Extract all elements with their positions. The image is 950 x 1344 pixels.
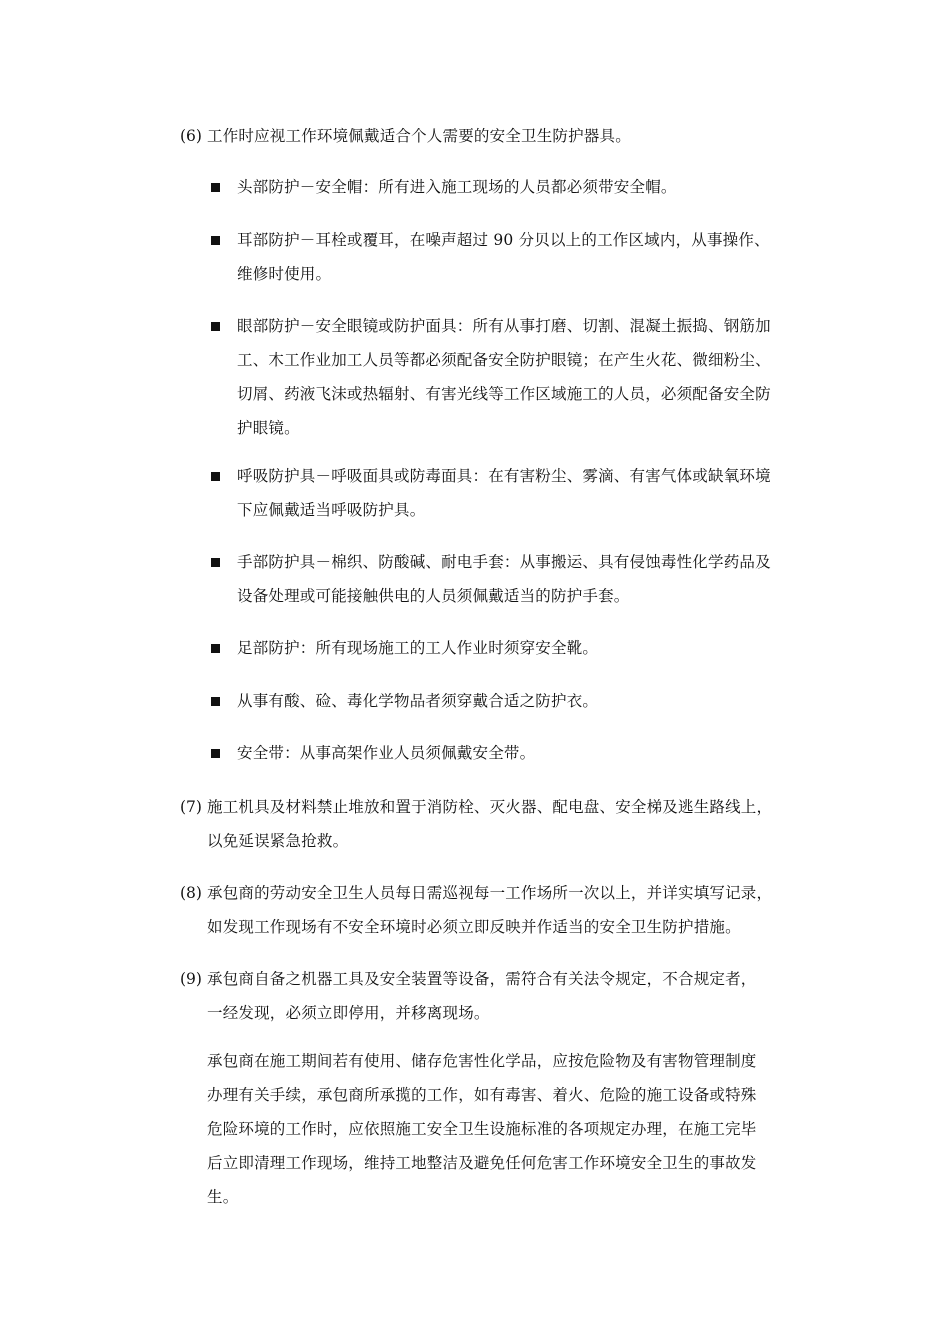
- paragraph-text-line: 后立即清理工作现场，维持工地整洁及避免任何危害工作环境安全卫生的事故发: [207, 1154, 757, 1172]
- bullet-text-line: 耳部防护－耳栓或覆耳，在噪声超过 90 分贝以上的工作区域内，从事操作、: [237, 231, 770, 249]
- bullet-text-line: 眼部防护－安全眼镜或防护面具：所有从事打磨、切割、混凝土振捣、钢筋加: [237, 317, 771, 335]
- bullet-text-line: 护眼镜。: [237, 419, 300, 437]
- bullet-square-icon: [211, 697, 220, 706]
- bullet-square-icon: [211, 749, 220, 758]
- item-number: (7): [180, 798, 202, 816]
- item-text-line: 工作时应视工作环境佩戴适合个人需要的安全卫生防护器具。: [207, 127, 631, 145]
- bullet-text-line: 切屑、药液飞沫或热辐射、有害光线等工作区域施工的人员，必须配备安全防: [237, 385, 771, 403]
- bullet-square-icon: [211, 183, 220, 192]
- bullet-square-icon: [211, 558, 220, 567]
- bullet-text-line: 下应佩戴适当呼吸防护具。: [237, 501, 426, 519]
- paragraph-text-line: 办理有关手续，承包商所承揽的工作，如有毒害、着火、危险的施工设备或特殊: [207, 1086, 757, 1104]
- bullet-text-line: 安全带：从事高架作业人员须佩戴安全带。: [237, 744, 536, 762]
- bullet-text-line: 头部防护－安全帽：所有进入施工现场的人员都必须带安全帽。: [237, 178, 677, 196]
- bullet-text-line: 工、木工作业加工人员等都必须配备安全防护眼镜；在产生火花、微细粉尘、: [237, 351, 771, 369]
- bullet-text-line: 呼吸防护具－呼吸面具或防毒面具：在有害粉尘、雾滴、有害气体或缺氧环境: [237, 467, 771, 485]
- item-number: (8): [180, 884, 202, 902]
- bullet-text-line: 从事有酸、硷、毒化学物品者须穿戴合适之防护衣。: [237, 692, 599, 710]
- item-number: (9): [180, 970, 202, 988]
- paragraph-text-line: 危险环境的工作时，应依照施工安全卫生设施标准的各项规定办理，在施工完毕: [207, 1120, 757, 1138]
- bullet-square-icon: [211, 644, 220, 653]
- item-text-line: 如发现工作现场有不安全环境时必须立即反映并作适当的安全卫生防护措施。: [207, 918, 741, 936]
- bullet-text-line: 设备处理或可能接触供电的人员须佩戴适当的防护手套。: [237, 587, 630, 605]
- item-text-line: 承包商的劳动安全卫生人员每日需巡视每一工作场所一次以上，并详实填写记录，: [207, 884, 773, 902]
- item-number: (6): [180, 127, 202, 145]
- item-text-line: 承包商自备之机器工具及安全装置等设备，需符合有关法令规定，不合规定者，: [207, 970, 757, 988]
- paragraph-text-line: 承包商在施工期间若有使用、储存危害性化学品，应按危险物及有害物管理制度: [207, 1052, 757, 1070]
- bullet-text-line: 维修时使用。: [237, 265, 332, 283]
- paragraph-text-line: 生。: [207, 1188, 239, 1206]
- bullet-square-icon: [211, 322, 220, 331]
- bullet-square-icon: [211, 236, 220, 245]
- bullet-square-icon: [211, 472, 220, 481]
- item-text-line: 施工机具及材料禁止堆放和置于消防栓、灭火器、配电盘、安全梯及逃生路线上，: [207, 798, 773, 816]
- bullet-text-line: 足部防护：所有现场施工的工人作业时须穿安全靴。: [237, 639, 599, 657]
- item-text-line: 以免延误紧急抢救。: [207, 832, 349, 850]
- bullet-text-line: 手部防护具－棉织、防酸碱、耐电手套：从事搬运、具有侵蚀毒性化学药品及: [237, 553, 771, 571]
- item-text-line: 一经发现，必须立即停用，并移离现场。: [207, 1004, 490, 1022]
